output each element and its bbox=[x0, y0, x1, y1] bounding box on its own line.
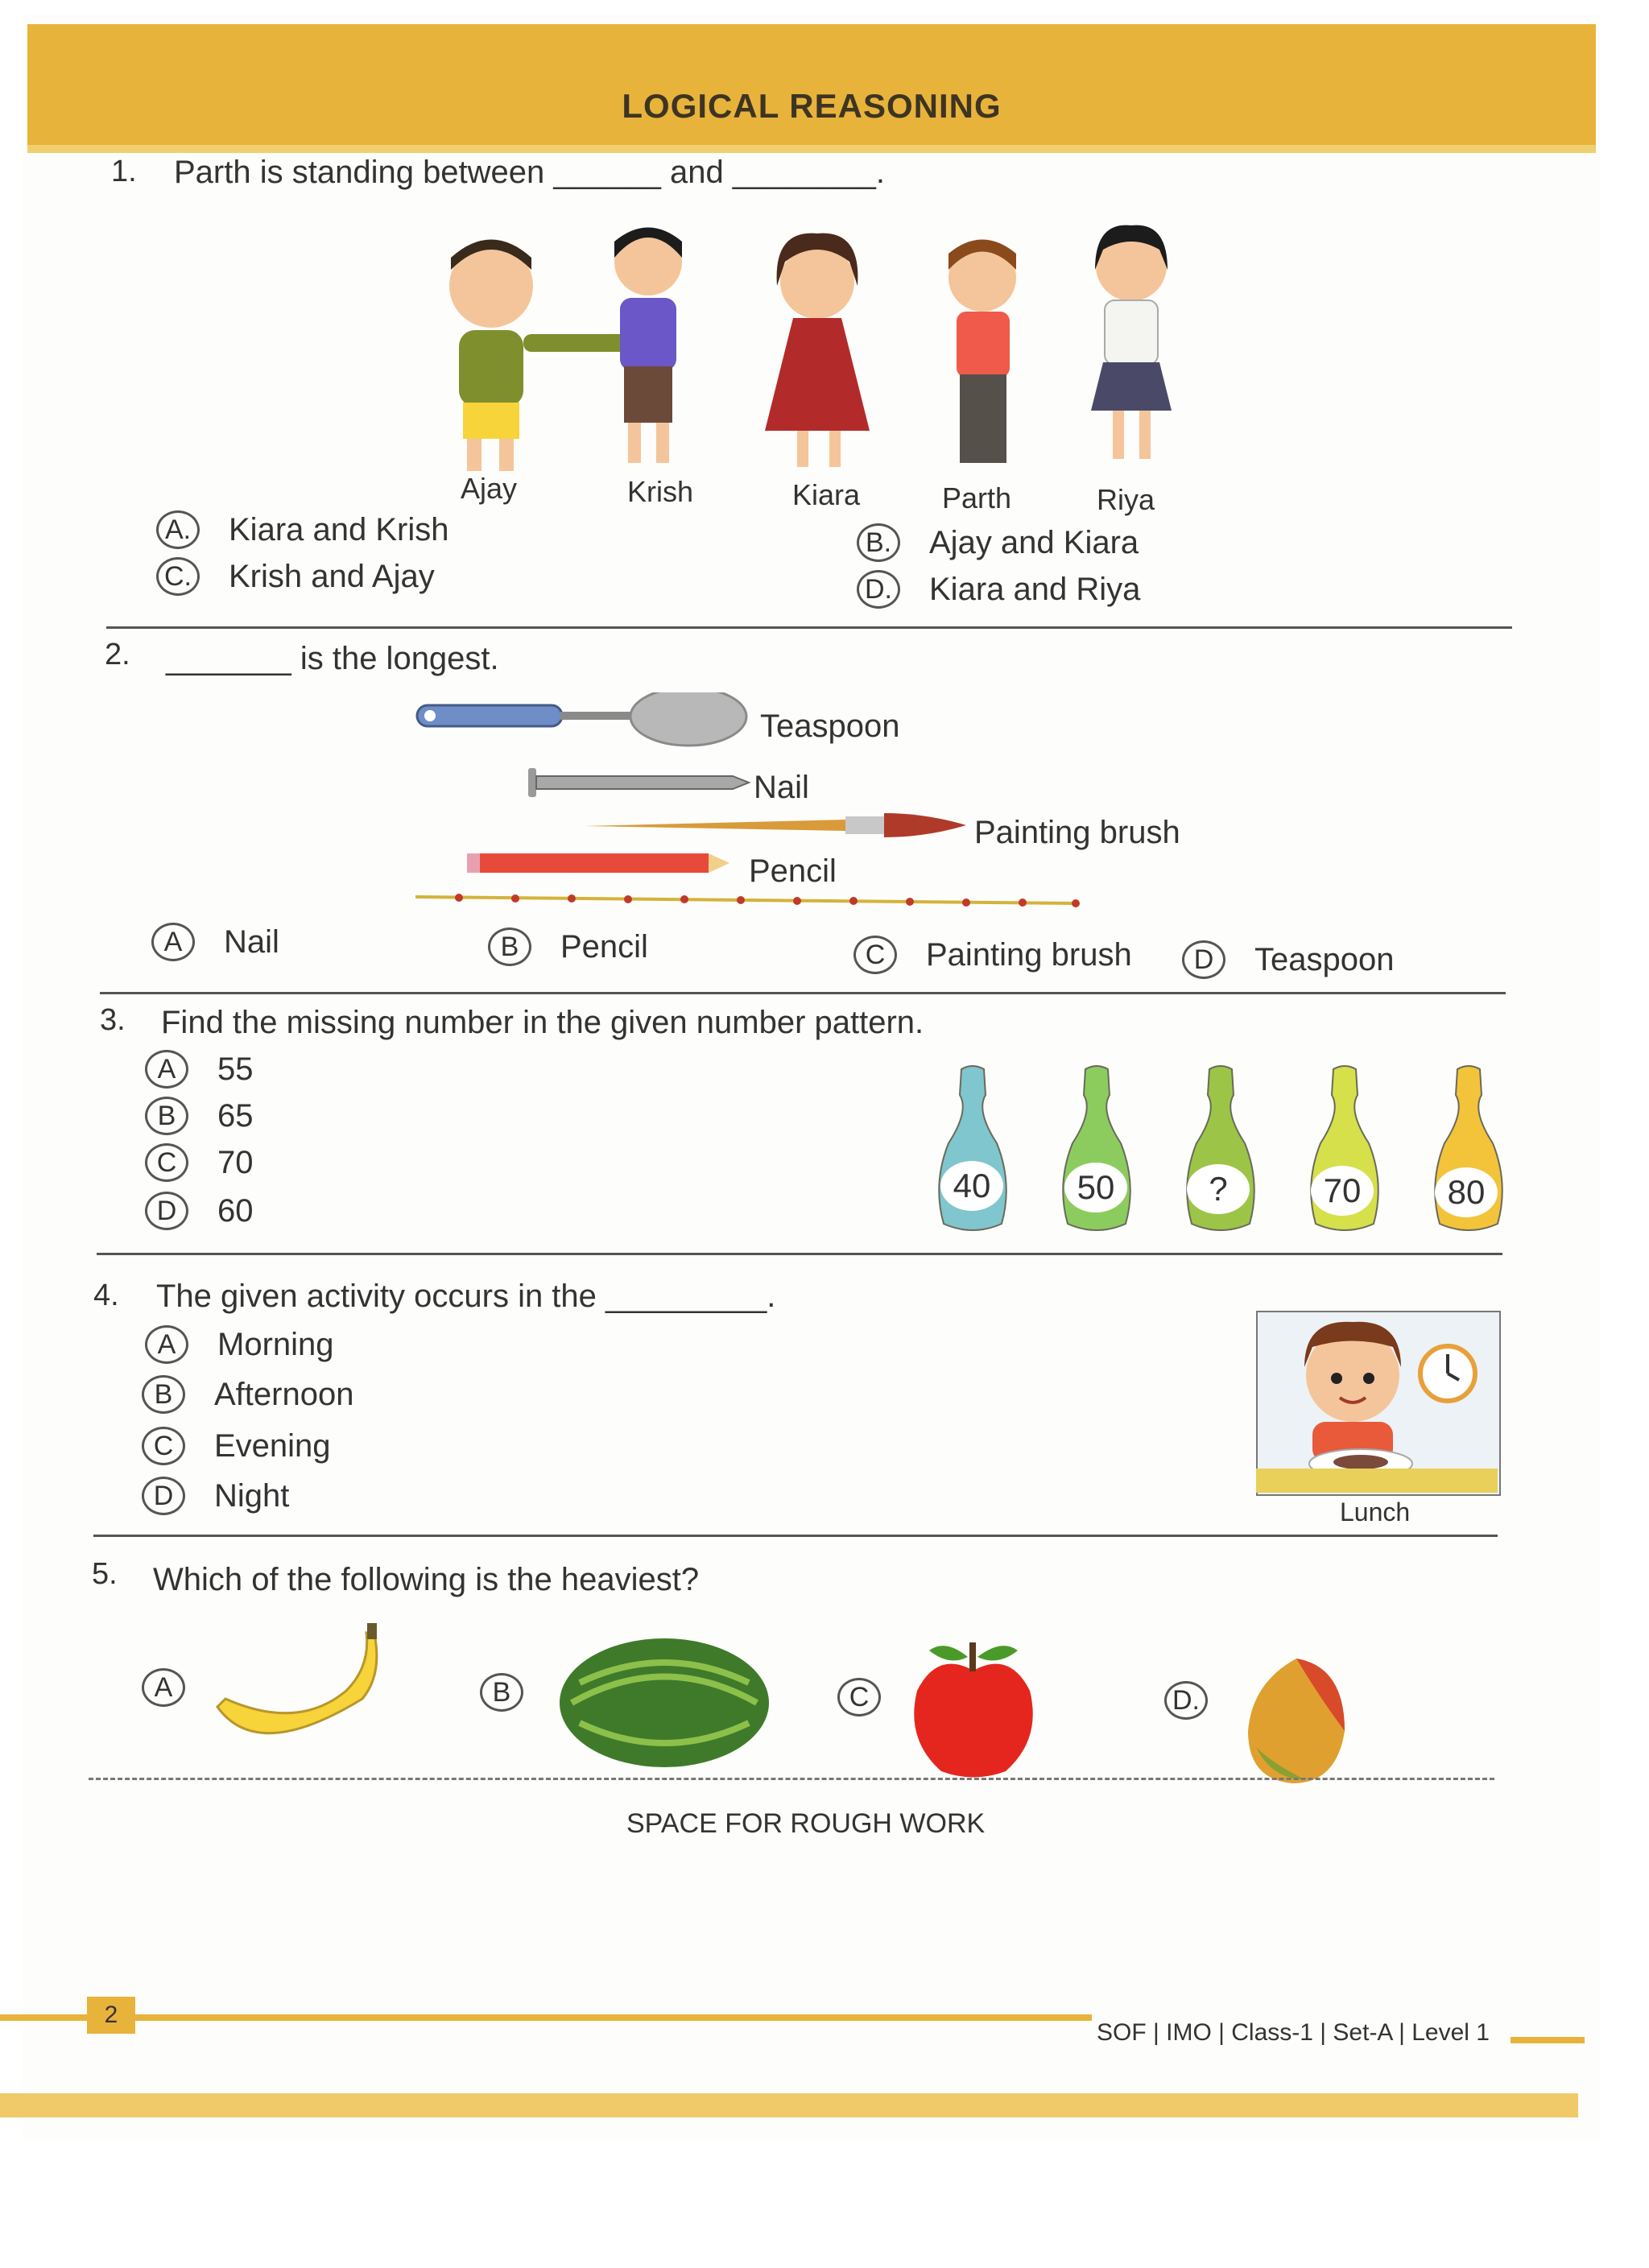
header-banner bbox=[27, 24, 1596, 153]
q1-option-c[interactable] bbox=[156, 557, 435, 596]
pin-number-50: 50 bbox=[1064, 1163, 1127, 1212]
apple-icon bbox=[905, 1634, 1042, 1783]
pin-number-80: 80 bbox=[1435, 1167, 1498, 1217]
q2-option-d-label: Teaspoon bbox=[1254, 941, 1395, 977]
q4-option-d[interactable] bbox=[142, 1477, 289, 1515]
q3-option-b-letter: B bbox=[145, 1097, 188, 1135]
bowling-pins-illustration bbox=[934, 1063, 1514, 1248]
q1-divider bbox=[106, 626, 1512, 629]
q1-option-d-letter: D. bbox=[857, 570, 900, 609]
painting-brush-icon bbox=[585, 813, 966, 837]
q3-option-d-label: 60 bbox=[217, 1192, 254, 1229]
child-krish-figure bbox=[614, 228, 682, 464]
q1-option-b-letter: B. bbox=[857, 523, 900, 562]
q3-text: Find the missing number in the given number pattern. bbox=[161, 1005, 924, 1040]
q1-option-a-label: Kiara and Krish bbox=[229, 511, 449, 547]
q4-option-a[interactable] bbox=[145, 1325, 334, 1364]
q4-option-c-label: Evening bbox=[214, 1427, 331, 1464]
q4-option-d-letter: D bbox=[142, 1477, 185, 1515]
pin-number-70: 70 bbox=[1311, 1166, 1374, 1216]
q4-option-a-letter: A bbox=[145, 1325, 188, 1364]
q4-option-c[interactable] bbox=[142, 1427, 331, 1465]
q4-divider bbox=[93, 1535, 1498, 1537]
q3-option-d-letter: D bbox=[145, 1192, 188, 1230]
q5-option-b[interactable] bbox=[480, 1673, 552, 1712]
q1-option-b[interactable] bbox=[857, 523, 1139, 562]
child-riya-figure bbox=[1091, 225, 1172, 459]
q4-option-b-letter: B bbox=[142, 1375, 185, 1414]
footer-bar-right bbox=[1511, 2037, 1585, 2043]
q5-option-a[interactable] bbox=[142, 1668, 214, 1707]
label-pencil: Pencil bbox=[749, 853, 837, 889]
child-name-krish: Krish bbox=[627, 475, 694, 508]
child-kiara-figure bbox=[765, 233, 870, 467]
pencil-icon bbox=[467, 853, 729, 873]
children-illustration bbox=[419, 213, 1192, 487]
q3-divider bbox=[97, 1253, 1502, 1255]
page-bottom-band bbox=[0, 2093, 1578, 2117]
page-number: 2 bbox=[87, 1997, 135, 2034]
q1-option-c-label: Krish and Ajay bbox=[229, 558, 435, 594]
q3-number: 3. bbox=[100, 1003, 126, 1037]
label-painting-brush: Painting brush bbox=[974, 815, 1180, 850]
q4-option-b[interactable] bbox=[142, 1375, 353, 1414]
q2-option-b-letter: B bbox=[488, 927, 531, 966]
q2-option-b[interactable] bbox=[488, 927, 648, 966]
q2-option-c[interactable] bbox=[853, 936, 1132, 974]
q4-option-c-letter: C bbox=[142, 1427, 185, 1465]
q4-option-d-label: Night bbox=[214, 1477, 290, 1514]
teaspoon-icon bbox=[417, 692, 746, 746]
child-name-parth: Parth bbox=[942, 481, 1012, 514]
q5-number: 5. bbox=[92, 1557, 118, 1591]
q1-option-a[interactable] bbox=[156, 510, 448, 549]
rough-work-label: SPACE FOR ROUGH WORK bbox=[626, 1808, 986, 1839]
lunch-caption: Lunch bbox=[1340, 1498, 1411, 1526]
q4-option-b-label: Afternoon bbox=[214, 1376, 354, 1412]
q2-option-b-label: Pencil bbox=[560, 928, 648, 965]
q2-divider bbox=[100, 992, 1506, 994]
q3-option-c-label: 70 bbox=[217, 1144, 254, 1180]
q2-option-c-letter: C bbox=[853, 936, 897, 974]
q3-option-b[interactable] bbox=[145, 1097, 254, 1135]
q1-option-d-label: Kiara and Riya bbox=[929, 571, 1141, 607]
q3-option-b-label: 65 bbox=[217, 1097, 254, 1134]
dotted-measure-line bbox=[415, 894, 1080, 907]
q3-option-c[interactable] bbox=[145, 1143, 254, 1182]
footer-exam-info: SOF | IMO | Class-1 | Set-A | Level 1 bbox=[1097, 2019, 1490, 2046]
q5-option-b-letter: B bbox=[480, 1673, 523, 1712]
rough-work-divider bbox=[89, 1778, 1494, 1780]
q5-option-d-letter: D. bbox=[1164, 1681, 1208, 1720]
q3-option-c-letter: C bbox=[145, 1143, 188, 1182]
child-parth-figure bbox=[948, 240, 1016, 464]
q2-number: 2. bbox=[105, 638, 130, 671]
q2-option-a-letter: A bbox=[151, 923, 195, 961]
q3-option-a-label: 55 bbox=[217, 1051, 254, 1087]
q1-text: Parth is standing between ______ and ________. bbox=[174, 155, 885, 190]
q5-option-c[interactable] bbox=[837, 1678, 910, 1716]
q4-option-a-label: Morning bbox=[217, 1326, 334, 1362]
q2-option-d[interactable] bbox=[1182, 940, 1394, 979]
child-name-kiara: Kiara bbox=[792, 478, 861, 511]
q1-option-b-label: Ajay and Kiara bbox=[929, 524, 1139, 560]
watermelon-icon bbox=[556, 1634, 773, 1771]
banana-icon bbox=[209, 1618, 386, 1755]
q3-option-a-letter: A bbox=[145, 1050, 188, 1089]
q3-option-a[interactable] bbox=[145, 1050, 254, 1089]
q4-number: 4. bbox=[93, 1279, 119, 1312]
mango-icon bbox=[1240, 1650, 1353, 1787]
nail-icon bbox=[528, 768, 749, 797]
label-teaspoon: Teaspoon bbox=[760, 708, 900, 744]
footer-bar-left bbox=[0, 2014, 1092, 2021]
q1-option-d[interactable] bbox=[857, 570, 1140, 609]
label-nail: Nail bbox=[754, 770, 809, 805]
q2-option-a[interactable] bbox=[151, 923, 279, 961]
q1-option-a-letter: A. bbox=[156, 510, 200, 549]
q2-option-c-label: Painting brush bbox=[926, 936, 1132, 973]
q2-option-d-letter: D bbox=[1182, 940, 1225, 979]
q5-text: Which of the following is the heaviest? bbox=[153, 1562, 700, 1597]
section-title: LOGICAL REASONING bbox=[622, 87, 1002, 125]
q1-option-c-letter: C. bbox=[156, 557, 200, 596]
q4-text: The given activity occurs in the _________. bbox=[156, 1279, 776, 1314]
child-name-riya: Riya bbox=[1097, 483, 1155, 516]
q2-text: _______ is the longest. bbox=[166, 641, 499, 676]
lunch-picture bbox=[1256, 1311, 1501, 1496]
q5-option-d[interactable] bbox=[1164, 1681, 1237, 1720]
q2-option-a-label: Nail bbox=[224, 923, 279, 960]
pin-number-40: 40 bbox=[940, 1161, 1003, 1211]
child-name-ajay: Ajay bbox=[461, 472, 518, 505]
q3-option-d[interactable] bbox=[145, 1192, 254, 1230]
pin-number-missing: ? bbox=[1187, 1164, 1250, 1214]
q5-option-c-letter: C bbox=[837, 1678, 881, 1716]
q1-number: 1. bbox=[111, 155, 137, 188]
q5-option-a-letter: A bbox=[142, 1668, 185, 1707]
